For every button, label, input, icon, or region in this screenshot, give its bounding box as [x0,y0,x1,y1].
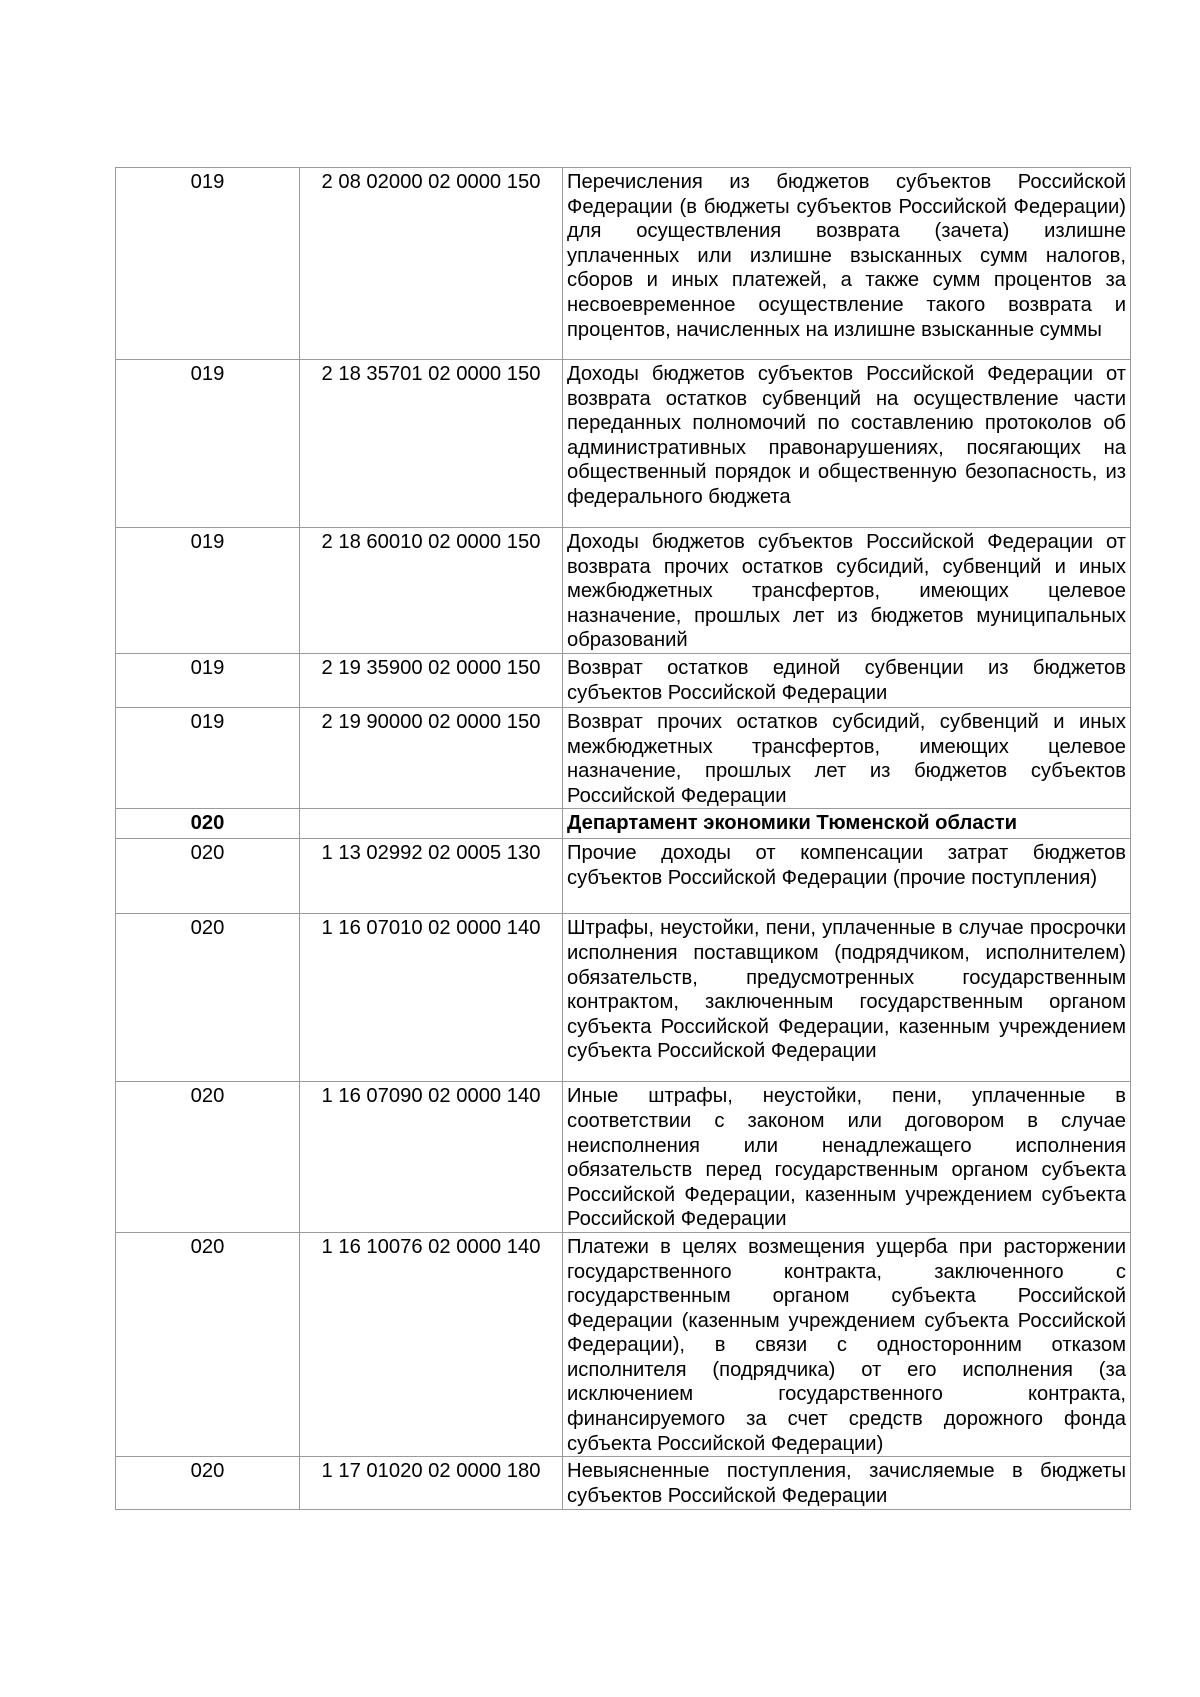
table-row [116,168,1131,360]
revenue-name-cell: Доходы бюджетов субъектов Российской Федерации от возврата прочих остатков субсидий, субвенций и иных межбюджетных трансфертов, имеющих целевое назначение, прошлых лет из бюджетов муниципальных образований [563,528,1131,654]
revenue-name-cell: Доходы бюджетов субъектов Российской Федерации от возврата остатков субвенций на осуществление части переданных полномочий по составлению протоколов об административных правонарушениях, посягающих на общественный порядок и общественную безопасность, из федерального бюджета [563,360,1131,528]
table-row [116,707,1131,808]
revenue-code-cell: 2 19 35900 02 0000 150 [300,653,563,707]
admin-code-cell: 020 [116,809,300,839]
table-row [116,1232,1131,1456]
table-row [116,528,1131,654]
revenue-code-cell: 2 18 60010 02 0000 150 [300,528,563,654]
revenue-code-cell: 1 16 10076 02 0000 140 [300,1232,563,1456]
revenue-code-cell: 2 08 02000 02 0000 150 [300,168,563,360]
revenue-name-cell: Возврат прочих остатков субсидий, субвенций и иных межбюджетных трансфертов, имеющих целевое назначение, прошлых лет из бюджетов субъектов Российской Федерации [563,707,1131,808]
admin-code-cell: 019 [116,653,300,707]
admin-code-cell: 019 [116,360,300,528]
revenue-name-cell: Прочие доходы от компенсации затрат бюджетов субъектов Российской Федерации (прочие поступления) [563,839,1131,914]
admin-code-cell: 020 [116,839,300,914]
admin-code-cell: 019 [116,168,300,360]
admin-code-cell: 019 [116,528,300,654]
table-row [116,1457,1131,1510]
table-row [116,653,1131,707]
admin-code-cell: 020 [116,914,300,1082]
revenue-code-cell: 2 19 90000 02 0000 150 [300,707,563,808]
table-row [116,1082,1131,1233]
admin-code-cell: 020 [116,1082,300,1233]
revenue-code-cell: 1 16 07010 02 0000 140 [300,914,563,1082]
admin-code-cell: 019 [116,707,300,808]
department-row [116,809,1131,839]
revenue-name-cell: Невыясненные поступления, зачисляемые в бюджеты субъектов Российской Федерации [563,1457,1131,1510]
admin-code-cell: 020 [116,1232,300,1456]
admin-code-cell: 020 [116,1457,300,1510]
revenue-codes-table [115,167,1131,1510]
department-name-cell: Департамент экономики Тюменской области [563,809,1131,839]
revenue-code-cell: 1 16 07090 02 0000 140 [300,1082,563,1233]
revenue-name-cell: Штрафы, неустойки, пени, уплаченные в случае просрочки исполнения поставщиком (подрядчиком, исполнителем) обязательств, предусмотренных государственным контрактом, заключенным государственным органом субъекта Российской Федерации, казенным учреждением субъекта Российской Федерации [563,914,1131,1082]
table-row [116,914,1131,1082]
revenue-name-cell: Платежи в целях возмещения ущерба при расторжении государственного контракта, заключенного с государственным органом субъекта Российской Федерации (казенным учреждением субъекта Российской Федерации), в связи с односторонним отказом исполнителя (подрядчика) от его исполнения (за исключением государственного контракта, финансируемого за счет средств дорожного фонда субъекта Российской Федерации) [563,1232,1131,1456]
revenue-code-cell: 1 17 01020 02 0000 180 [300,1457,563,1510]
revenue-name-cell: Иные штрафы, неустойки, пени, уплаченные в соответствии с законом или договором в случае неисполнения или ненадлежащего исполнения обязательств перед государственным органом субъекта Российской Федерации, казенным учреждением субъекта Российской Федерации [563,1082,1131,1233]
revenue-code-cell: 1 13 02992 02 0005 130 [300,839,563,914]
revenue-name-cell: Перечисления из бюджетов субъектов Российской Федерации (в бюджеты субъектов Российской Федерации) для осуществления возврата (зачета) излишне уплаченных или излишне взысканных сумм налогов, сборов и иных платежей, а также сумм процентов за несвоевременное осуществление такого возврата и процентов, начисленных на излишне взысканные суммы [563,168,1131,360]
revenue-name-cell: Возврат остатков единой субвенции из бюджетов субъектов Российской Федерации [563,653,1131,707]
table-row [116,360,1131,528]
revenue-code-cell [300,809,563,839]
revenue-code-cell: 2 18 35701 02 0000 150 [300,360,563,528]
table-row [116,839,1131,914]
